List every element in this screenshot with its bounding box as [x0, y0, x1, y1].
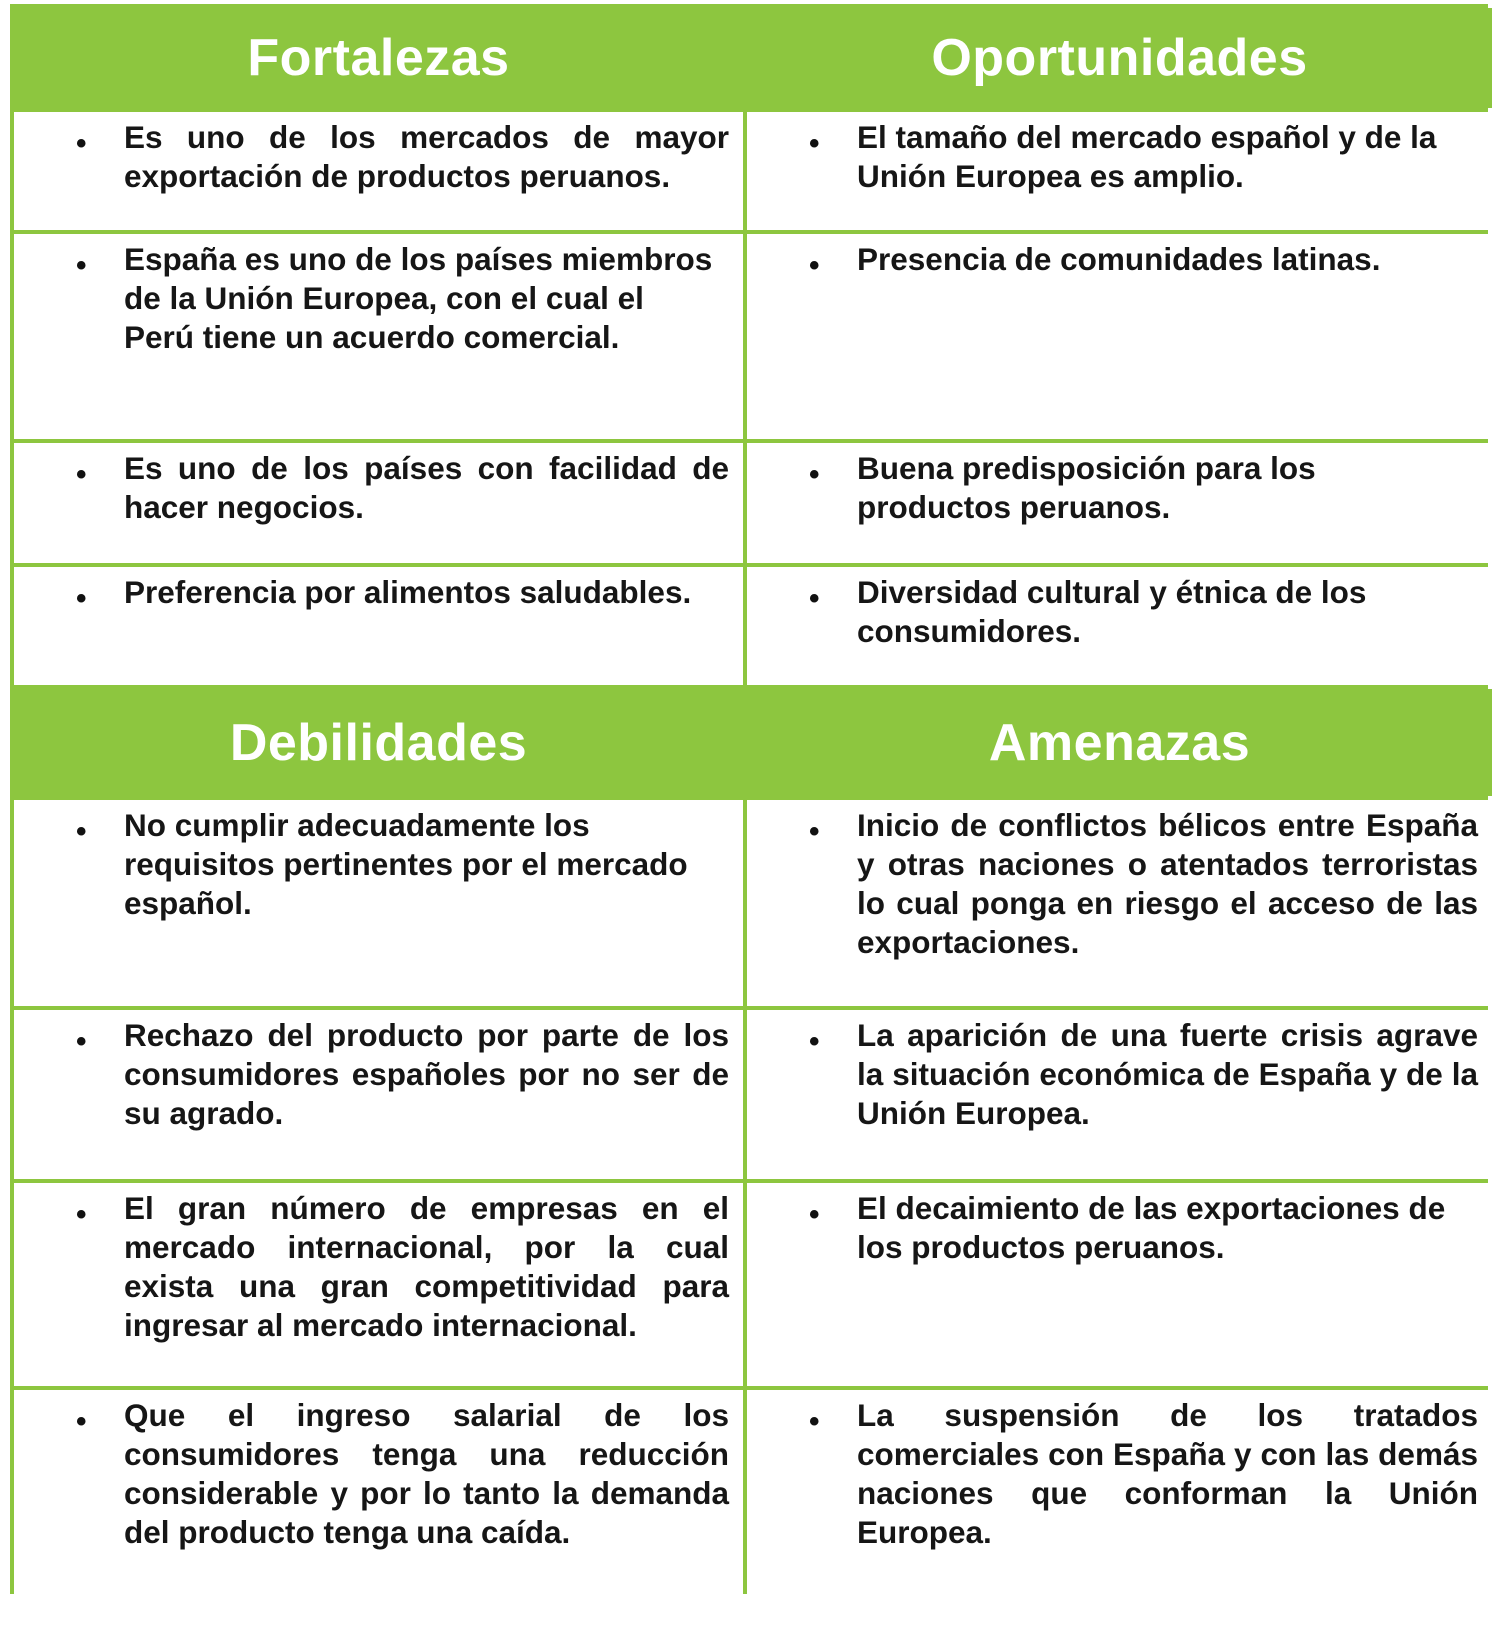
foda-table — [10, 4, 1488, 1594]
bullet-icon: • — [76, 582, 87, 615]
bullet-icon: • — [76, 1405, 87, 1438]
fortaleza-item — [14, 443, 743, 563]
fortaleza-item — [14, 567, 743, 685]
oportunidad-item — [747, 112, 1492, 230]
header-amenazas: Amenazas — [747, 689, 1492, 796]
debilidad-item — [14, 800, 743, 1006]
debilidad-item — [14, 1390, 743, 1626]
bullet-icon: • — [76, 127, 87, 160]
header-debilidades: Debilidades — [14, 689, 743, 796]
fortaleza-item — [14, 112, 743, 230]
oportunidad-item — [747, 567, 1492, 685]
debilidad-item — [14, 1183, 743, 1386]
oportunidad-item — [747, 234, 1492, 439]
oportunidad-text: Presencia de comunidades latinas. — [857, 241, 1381, 277]
bullet-icon: • — [76, 249, 87, 282]
bullet-icon: • — [809, 1198, 820, 1231]
oportunidad-text: El tamaño del mercado español y de la Unión Europea es amplio. — [857, 119, 1437, 194]
amenaza-text: Inicio de conflictos bélicos entre España y otras naciones o atentados terroristas lo cual ponga en riesgo el acceso de las exportaciones. — [857, 807, 1478, 960]
fortaleza-text: Preferencia por alimentos saludables. — [124, 574, 692, 610]
debilidad-item — [14, 1010, 743, 1179]
bullet-icon: • — [809, 1025, 820, 1058]
amenaza-item — [747, 800, 1492, 1006]
fortaleza-text: España es uno de los países miembros de la Unión Europea, con el cual el Perú tiene un acuerdo comercial. — [124, 241, 713, 355]
debilidad-text: No cumplir adecuadamente los requisitos pertinentes por el mercado español. — [124, 807, 688, 921]
fortaleza-text: Es uno de los países con facilidad de hacer negocios. — [124, 450, 729, 525]
bullet-icon: • — [809, 458, 820, 491]
amenaza-item — [747, 1390, 1492, 1626]
oportunidad-text: Diversidad cultural y étnica de los consumidores. — [857, 574, 1367, 649]
bullet-icon: • — [809, 127, 820, 160]
bullet-icon: • — [809, 1405, 820, 1438]
debilidad-text: Que el ingreso salarial de los consumidores tenga una reducción considerable y por lo tanto la demanda del producto tenga una caída. — [124, 1397, 729, 1550]
bullet-icon: • — [76, 1198, 87, 1231]
debilidad-text: Rechazo del producto por parte de los consumidores españoles por no ser de su agrado. — [124, 1017, 729, 1131]
debilidad-text: El gran número de empresas en el mercado internacional, por la cual exista una gran competitividad para ingresar al mercado internacional. — [124, 1190, 729, 1343]
bullet-icon: • — [76, 815, 87, 848]
amenaza-text: El decaimiento de las exportaciones de los productos peruanos. — [857, 1190, 1446, 1265]
header-oportunidades: Oportunidades — [747, 8, 1492, 108]
oportunidad-text: Buena predisposición para los productos peruanos. — [857, 450, 1316, 525]
amenaza-text: La aparición de una fuerte crisis agrave la situación económica de España y de la Unión Europea. — [857, 1017, 1478, 1131]
amenaza-item — [747, 1010, 1492, 1179]
oportunidad-item — [747, 443, 1492, 563]
bullet-icon: • — [809, 582, 820, 615]
fortaleza-text: Es uno de los mercados de mayor exportación de productos peruanos. — [124, 119, 729, 194]
bullet-icon: • — [809, 249, 820, 282]
bullet-icon: • — [809, 815, 820, 848]
amenaza-text: La suspensión de los tratados comerciales con España y con las demás naciones que conforman la Unión Europea. — [857, 1397, 1478, 1550]
amenaza-item — [747, 1183, 1492, 1386]
header-fortalezas: Fortalezas — [14, 8, 743, 108]
bullet-icon: • — [76, 1025, 87, 1058]
fortaleza-item — [14, 234, 743, 439]
bullet-icon: • — [76, 458, 87, 491]
